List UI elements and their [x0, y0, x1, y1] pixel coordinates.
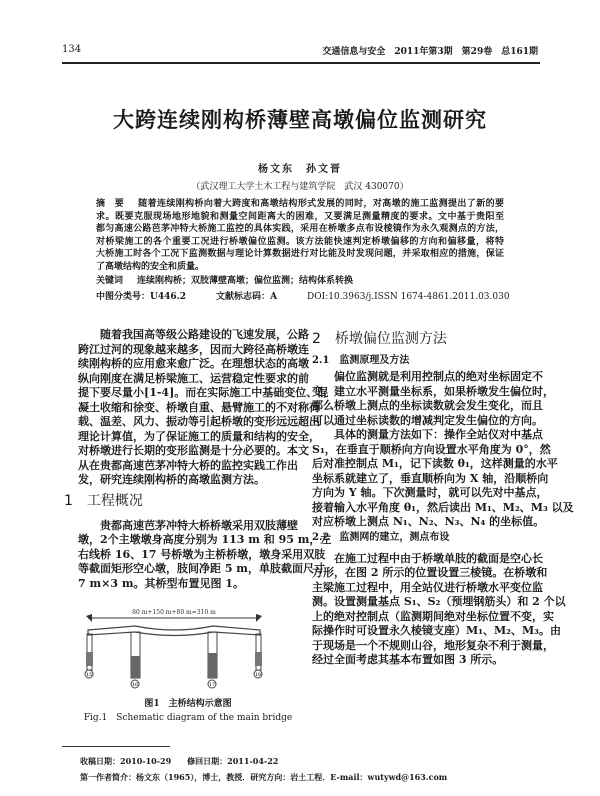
- text-line: 发，研究连续刚构桥的高墩监测方法。: [78, 473, 265, 486]
- text-line: 求。既要克服现场地形地貌和测量空间距离大的困难，又要满足测量精度的要求。文中基于贵阳至: [96, 211, 504, 222]
- arrow-left-icon: [86, 614, 92, 622]
- text-line: 经过全面考虑其基本布置如图 3 所示。: [312, 653, 504, 666]
- text-line: 可以通过坐标读数的增减判定发生偏位的方向。: [312, 413, 543, 427]
- text-line: 了高墩结构的安全和质量。: [96, 261, 205, 272]
- text-line: 方形，在图 2 所示的位置设置三棱镜。在桥墩和: [312, 566, 548, 579]
- paper-title: 大跨连续刚构桥薄壁高墩偏位监测研究: [113, 108, 487, 132]
- section-2-1-paragraph-2: [312, 428, 574, 530]
- classification: [96, 291, 510, 304]
- footnote-rule: [62, 746, 170, 747]
- span-label: 80 m+150 m+80 m=310 m: [132, 609, 216, 616]
- intro-paragraph: [78, 328, 329, 488]
- text-line: 具体的测量方法如下：操作全站仪对中基点: [334, 428, 543, 441]
- text-line: 理论计算值，为了保证施工的质量和结构的安全，: [78, 429, 320, 443]
- figure-1-caption-en: Fig.1 Schematic diagram of the main bridge: [83, 713, 293, 723]
- text-line: 续刚构桥的应用愈来愈广泛。在理想状态的高墩: [78, 357, 309, 370]
- abstract-text: 随着连续刚构桥向着大跨度和高墩结构形式发展的同时，对高墩的施工监测提出了新的要: [138, 199, 504, 209]
- pier-label: 18: [254, 672, 262, 678]
- section-2-2-paragraph: [312, 551, 566, 668]
- arrow-right-icon: [256, 614, 262, 622]
- section-2-1-heading: 2.1 监测原理及方法: [312, 355, 410, 366]
- text-line: [96, 198, 504, 211]
- text-line: 主梁施工过程中，用全站仪进行桥墩水平变位监: [312, 580, 543, 594]
- text-line: 于现场是一个不规则山谷，地形复杂不利于测量，: [312, 638, 554, 652]
- text-line: 都匀高速公路芭茅冲特大桥施工监控的具体实践，采用在桥墩多点布设棱镜作为永久观测点的方法，: [96, 224, 504, 234]
- pier-18-foundation: [255, 652, 262, 666]
- text-line: 接着输入水平角度 θ₁，然后读出 M₁、M₂、M₃ 以及: [312, 500, 574, 514]
- text-line: 对应桥墩上测点 N₁、N₂、N₃、N₄ 的坐标值。: [312, 515, 545, 528]
- footnote-dates: 收稿日期：2010-10-29 修回日期：2011-04-22: [80, 756, 279, 766]
- pier-15-foundation: [86, 652, 93, 666]
- section-1-heading: 1 工程概况: [64, 492, 143, 509]
- text-line: 凝土收缩和徐变、桥墩自重、悬臂施工的不对称荷: [78, 400, 320, 414]
- pier-label: 15: [85, 672, 93, 678]
- text-line: 等截面矩形空心墩，肢间净距 5 m，单肢截面尺寸: [78, 562, 325, 575]
- keywords-value: 连续刚构桥；双肢薄壁高墩；偏位监测；结构体系转换: [137, 276, 354, 286]
- figure-1-bridge-diagram: [80, 608, 270, 688]
- text-line: 后对准控制点 M₁，记下读数 θ₁，这样测量的水平: [312, 457, 558, 470]
- text-line: 右线桥 16、17 号桥墩为主桥桥墩，墩身采用双肢: [78, 547, 326, 561]
- text-line: 变，建立水平测量坐标系，如果桥墩发生偏位时，: [312, 384, 554, 398]
- pier-16-foundation: [131, 656, 140, 678]
- bridge-deck: [88, 626, 260, 636]
- keywords-label: 关键词: [96, 276, 124, 286]
- section-2-1-paragraph-1: [312, 370, 554, 428]
- abstract: [96, 198, 510, 303]
- page-number: 134: [62, 44, 82, 55]
- pier-17-foundation: [208, 653, 217, 678]
- doc-code-label: 文献标志码：: [216, 291, 271, 302]
- text-line: 载、温差、风力、振动等引起桥墩的变形远远超出: [78, 415, 320, 428]
- text-line: 贵都高速芭茅冲特大桥桥墩采用双肢薄壁: [100, 518, 298, 532]
- right-column: [312, 331, 574, 668]
- doc-code-value: A: [270, 291, 278, 302]
- text-line: 大桥施工时各个工况下监测数据与理论计算数据进行对比能及时发现问题，并采取相应的措施，保证: [96, 249, 504, 259]
- footnote-author-bio: 第一作者简介：杨文东（1965），博士，教授．研究方向：岩土工程．E-mail：wutywd@163.com: [80, 772, 448, 782]
- text-line: 随着我国高等级公路建设的飞速发展，公路: [100, 328, 309, 341]
- text-line: 那么桥墩上测点的坐标读数就会发生变化，而且: [312, 399, 543, 412]
- text-line: S₁，在垂直于顺桥向方向设置水平角度为 0°，然: [312, 442, 551, 456]
- text-line: 提下要尽量小[1-4]。而在实际施工中基础变位、混: [78, 386, 329, 399]
- header-rule: [62, 62, 540, 64]
- pier-label: 17: [208, 682, 216, 688]
- abstract-label: 摘 要: [96, 199, 125, 209]
- text-line: 坐标系就建立了，垂直顺桥向为 X 轴，沿顺桥向: [312, 471, 549, 485]
- keywords: [96, 275, 504, 288]
- clc-label: 中图分类号：: [96, 291, 151, 302]
- text-line: 墩，2个主墩墩身高度分别为 113 m 和 95 m，左: [78, 533, 332, 546]
- text-line: 从在贵都高速芭茅冲特大桥的监控实践工作出: [78, 458, 298, 472]
- pier-label: 16: [131, 682, 139, 688]
- affiliation: （武汉理工大学土木工程与建筑学院 武汉 430070）: [191, 182, 409, 192]
- authors: 杨文东 孙文晋: [258, 164, 342, 175]
- doi: DOI:10.3963/j.ISSN 1674-4861.2011.03.030: [307, 291, 510, 302]
- left-column: [64, 328, 332, 591]
- text-line: 方向为 Y 轴。下次测量时，就可以先对中基点，: [312, 486, 548, 499]
- text-line: 测。设置测量基点 S₁、S₂（预埋钢筋头）和 2 个以: [312, 595, 566, 608]
- text-line: 在施工过程中由于桥墩单肢的截面是空心长: [334, 551, 543, 565]
- text-line: 上的绝对控制点（监测期间绝对坐标位置不变，实: [312, 609, 554, 623]
- clc-value: U446.2: [150, 291, 187, 302]
- text-line: 对桥墩进行长期的变形监测是十分必要的。本文: [78, 444, 309, 457]
- abstract-body: [96, 198, 504, 273]
- text-line: 纵向刚度在满足桥梁施工、运营稳定性要求的前: [78, 371, 309, 385]
- text-line: 7 m×3 m。其桥型布置见图 1。: [78, 576, 244, 590]
- text-line: 对桥梁施工的各个重要工况进行桥墩偏位监测。该方法能快速判定桥墩偏移的方向和偏移量，将特: [96, 236, 504, 247]
- journal-header: 交通信息与安全 2011年第3期 第29卷 总161期: [322, 47, 538, 57]
- text-line: 跨江过河的现象越来越多，因而大跨径高桥墩连: [78, 342, 309, 356]
- text-line: 偏位监测就是利用控制点的绝对坐标固定不: [334, 370, 543, 383]
- figure-1-caption-cn: 图1 主桥结构示意图: [144, 699, 232, 709]
- section-2-2-heading: 2.2 监测网的建立，测点布设: [312, 531, 450, 543]
- section-2-heading: 2 桥墩偏位监测方法: [312, 331, 447, 347]
- text-line: 际操作时可设置永久棱镜支座）M₁、M₂、M₃。由: [312, 624, 561, 637]
- section-1-paragraph: [78, 518, 332, 592]
